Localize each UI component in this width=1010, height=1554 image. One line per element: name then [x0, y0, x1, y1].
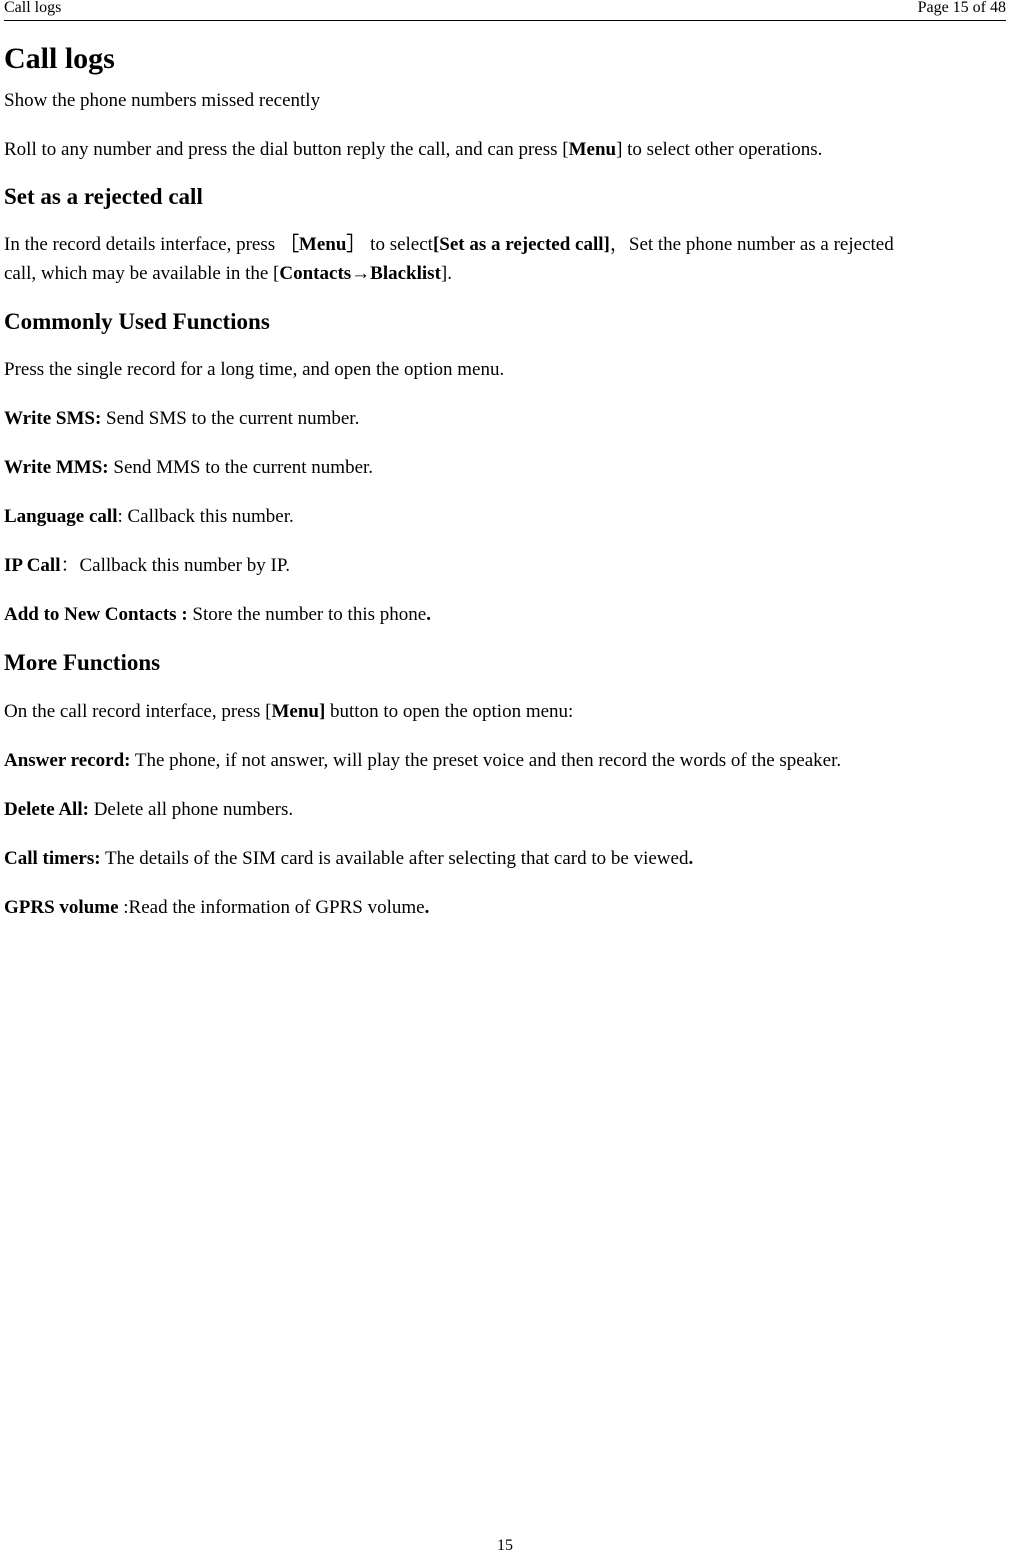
- intro-paragraph-2: Roll to any number and press the dial button reply the call, and can press [Menu] to select other operations.: [4, 139, 823, 160]
- common-item-write-sms: Write SMS: Send SMS to the current number.: [4, 408, 360, 429]
- menu-keyword: Menu]: [271, 701, 326, 722]
- common-item-language-call: Language call: Callback this number.: [4, 506, 294, 527]
- more-item-delete-all: Delete All: Delete all phone numbers.: [4, 799, 294, 820]
- section-heading-common: Commonly Used Functions: [4, 309, 270, 334]
- section-heading-more: More Functions: [4, 650, 161, 675]
- common-intro: Press the single record for a long time, and open the option menu.: [4, 359, 505, 380]
- intro-paragraph-1: Show the phone numbers missed recently: [4, 90, 321, 111]
- header-section-title: Call logs: [4, 0, 62, 16]
- reject-paragraph: In the record details interface, press ［Menu］ to select[Set as a rejected call]，Set the phone number as a rejected call, which may be available in the [Contacts→Blacklist].: [4, 234, 894, 284]
- common-item-add-contact: Add to New Contacts : Store the number to this phone.: [4, 604, 431, 625]
- menu-keyword: ［Menu］: [279, 234, 366, 255]
- reject-keyword: [Set as a rejected call]: [432, 234, 610, 255]
- page-title: Call logs: [4, 42, 115, 75]
- more-item-gprs-volume: GPRS volume :Read the information of GPRS volume.: [4, 897, 430, 918]
- more-item-answer-record: Answer record: The phone, if not answer, will play the preset voice and then record the words of the speaker.: [4, 750, 842, 771]
- common-item-write-mms: Write MMS: Send MMS to the current number.: [4, 457, 374, 478]
- common-item-ip-call: IP Call：Callback this number by IP.: [4, 555, 291, 576]
- header-page-indicator: Page 15 of 48: [917, 0, 1006, 16]
- document-body: [4, 36, 1006, 922]
- more-intro: On the call record interface, press [Menu] button to open the option menu:: [4, 701, 574, 722]
- page-number: 15: [497, 1537, 513, 1554]
- section-heading-reject: Set as a rejected call: [4, 184, 203, 209]
- menu-keyword: Menu: [568, 139, 617, 160]
- more-item-call-timers: Call timers: The details of the SIM card is available after selecting that card to be viewed.: [4, 848, 694, 869]
- page-header: [4, 0, 1006, 21]
- blacklist-keyword: Contacts→Blacklist: [279, 263, 441, 284]
